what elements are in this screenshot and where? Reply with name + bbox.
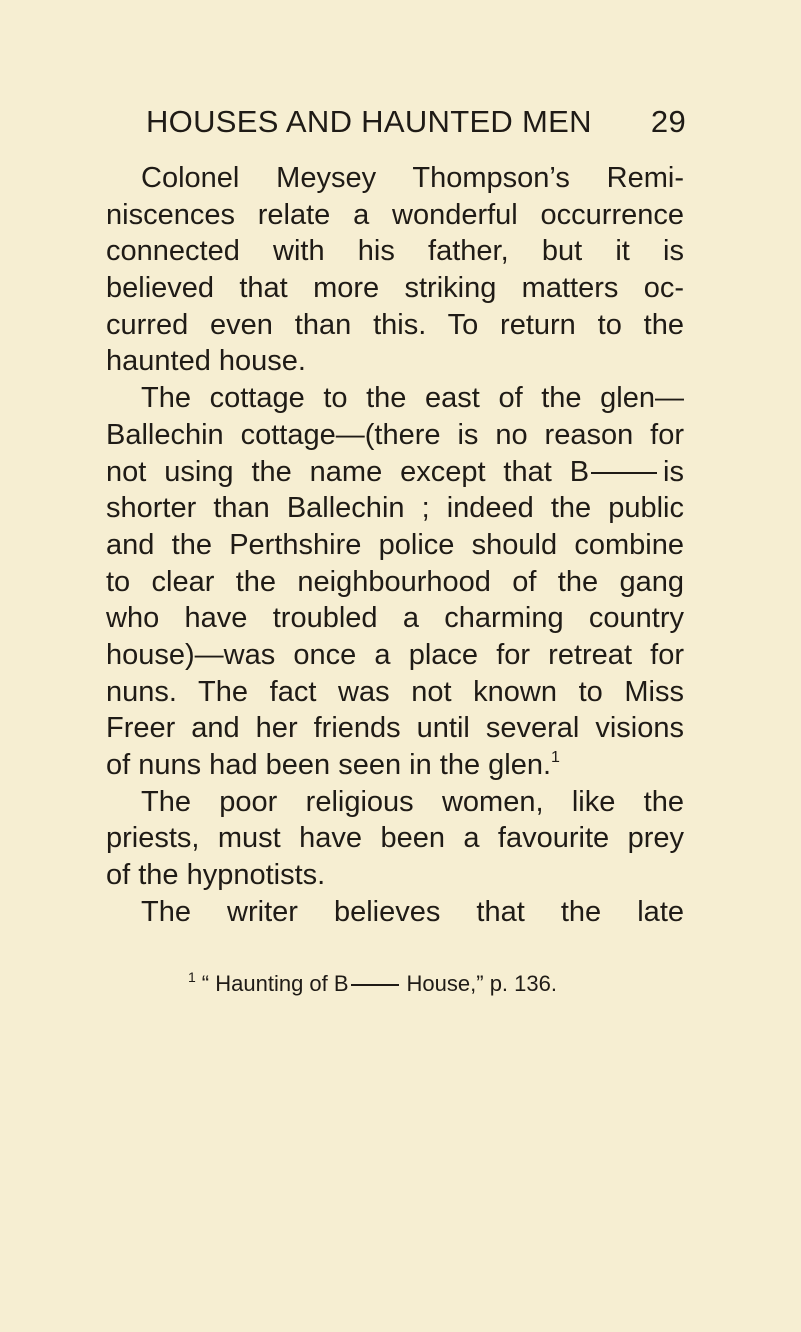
text-line: to clear the neighbourhood of the gang: [106, 565, 684, 598]
text-line: of the hypnotists.: [106, 859, 326, 892]
text-line: The cottage to the east of the glen—: [141, 382, 684, 415]
text-line: house)—was once a place for retreat for: [106, 638, 684, 671]
text-line: connected with his father, but it is: [106, 235, 684, 268]
text-line-with-footnote-ref: [106, 747, 684, 784]
footnote-marker: 1: [188, 969, 196, 985]
text-line: Freer and her friends until several visions: [106, 712, 684, 745]
text-line: believed that more striking matters oc-: [106, 272, 684, 305]
footnote-text-before: “ Haunting of B: [201, 971, 349, 996]
text-line: shorter than Ballechin ; indeed the public: [106, 492, 684, 525]
body-text: [106, 160, 684, 930]
footnote-reference: 1: [551, 749, 560, 766]
text-line: who have troubled a charming country: [106, 602, 684, 635]
text-line: haunted house.: [106, 345, 306, 378]
text-line: and the Perthshire police should combine: [106, 528, 684, 561]
text-line: priests, must have been a favourite prey: [106, 822, 684, 855]
text-line: Ballechin cottage—(there is no reason for: [106, 418, 684, 451]
text-line-with-dash: [106, 454, 684, 491]
footnote: [188, 970, 557, 998]
dash-line-before: not using the name except that B: [106, 455, 590, 488]
running-head: [146, 104, 686, 148]
text-line: The writer believes that the late: [141, 895, 684, 928]
text-line: The poor religious women, like the: [141, 785, 684, 818]
text-line: curred even than this. To return to the: [106, 308, 684, 341]
text-line: Colonel Meysey Thompson’s Remi-: [141, 162, 684, 194]
page-number: 29: [650, 104, 686, 139]
text-line-content: of nuns had been seen in the glen.: [106, 749, 552, 781]
footnote-text-after: House,” p. 136.: [406, 971, 557, 996]
text-line: niscences relate a wonderful occurrence: [106, 198, 684, 231]
footnote-dash: [351, 984, 399, 986]
running-title: HOUSES AND HAUNTED MEN: [146, 104, 592, 139]
text-line: nuns. The fact was not known to Miss: [106, 675, 684, 708]
dash-line-after: is: [663, 455, 684, 488]
name-dash: [591, 472, 657, 474]
